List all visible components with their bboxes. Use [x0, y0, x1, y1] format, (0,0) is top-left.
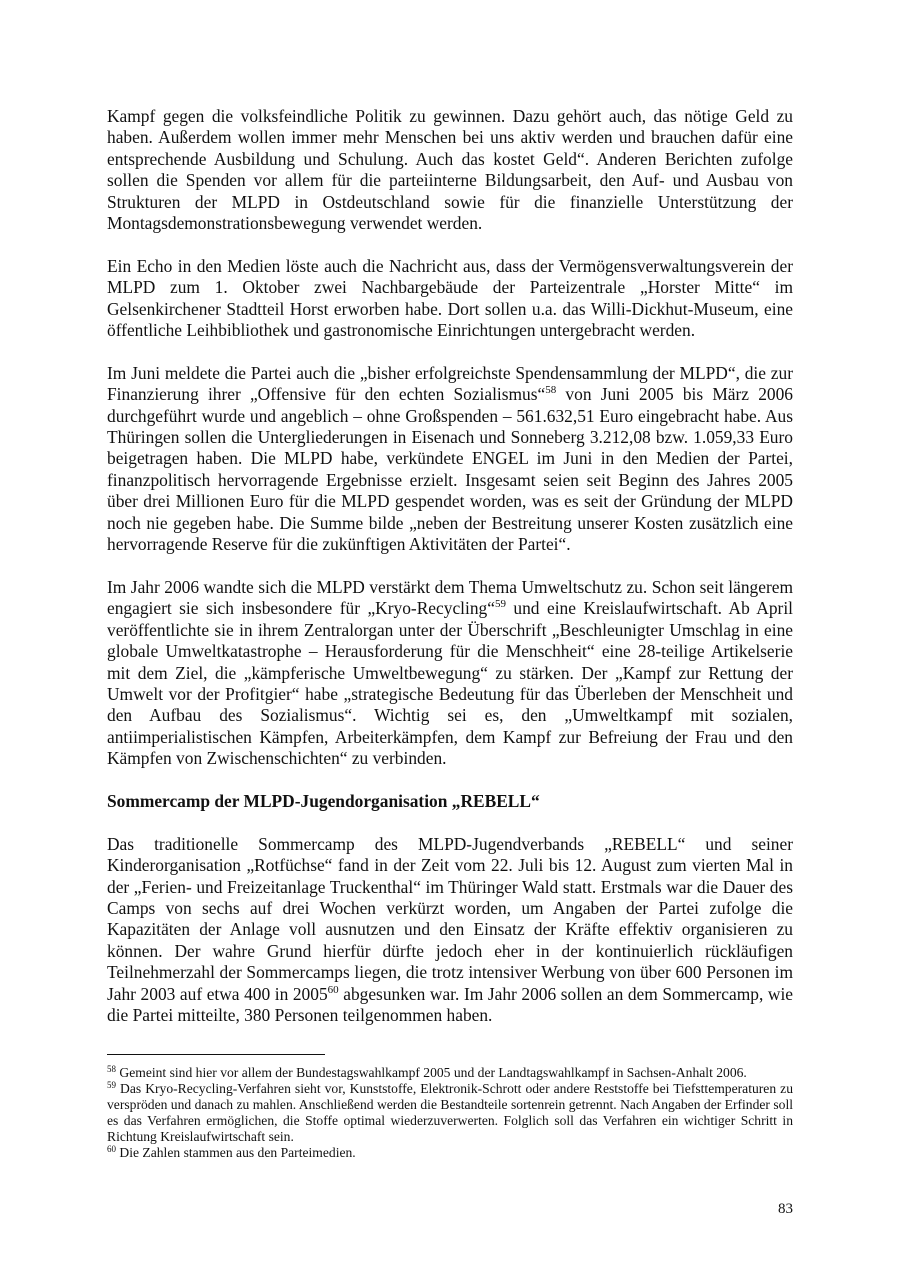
paragraph-2: [107, 256, 793, 342]
paragraph-5-text-b: abgesunken war. Im Jahr 2006 sollen an dem Sommercamp, wie die Partei mitteilte, 380 Personen teilgenommen haben.: [107, 983, 793, 1025]
footnote-60-text: Die Zahlen stammen aus den Parteimedien.: [116, 1145, 356, 1160]
paragraph-5-text-a: Das traditionelle Sommercamp des MLPD-Jugendverbands „REBELL“ und seiner Kinderorganisation „Rotfüchse“ fand in der Zeit vom 22. Juli bis 12. August zum vierten Mal in der „Ferien- und Freizeitanlage Truckenthal“ im Thüringer Wald statt. Erstmals war die Dauer des Camps von sechs auf drei Wochen verkürzt worden, um Angaben der Partei zufolge die Kapazitäten der Anlage voll ausnutzen und den Einsatz der Kräfte effektiv organisieren zu können. Der wahre Grund hierfür dürfte jedoch eher in der kontinuierlich rückläufigen Teilnehmerzahl der Sommercamps liegen, die trotz intensiver Werbung von über 600 Personen im Jahr 2003 auf etwa 400 in 2005: [107, 833, 793, 1004]
footnote-ref-60[interactable]: 60: [327, 983, 339, 996]
page-number: 83: [778, 1201, 793, 1217]
section-heading: Sommercamp der MLPD-Jugendorganisation „REBELL“: [107, 790, 540, 811]
footnote-58-number: 58: [107, 1064, 116, 1074]
footnotes: [107, 1054, 793, 1161]
paragraph-4-text-a: Im Jahr 2006 wandte sich die MLPD verstärkt dem Thema Umweltschutz zu. Schon seit längerem engagiert sie sich insbesondere für „Kryo-Recycling“: [107, 576, 793, 619]
paragraph-1-text: Kampf gegen die volksfeindliche Politik zu gewinnen. Dazu gehört auch, das nötige Geld zu haben. Außerdem wollen immer mehr Menschen bei uns aktiv werden und brauchen dafür eine entsprechende Ausbildung und Schulung. Auch das kostet Geld“. Anderen Berichten zufolge sollen die Spenden vor allem für die parteiinterne Bildungsarbeit, den Auf- und Ausbau von Strukturen der MLPD in Ostdeutschland sowie für die finanzielle Unterstützung der Montagsdemonstrationsbewegung verwendet werden.: [107, 106, 793, 234]
footnote-ref-58[interactable]: 58: [545, 384, 557, 397]
footnote-59-text: Das Kryo-Recycling-Verfahren sieht vor, Kunststoffe, Elektronik-Schrott oder andere Reststoffe bei Tiefsttemperaturen zu verspröden und danach zu mahlen. Anschließend werden die Bestandteile sortenrein getrennt. Nach Angaben der Erfinder soll es das Verfahren ermöglichen, die Stoffe optimal wiederzuverwerten. Folglich soll das Verfahren ein wichtiger Schritt in Richtung Kreislaufwirtschaft sein.: [107, 1081, 793, 1144]
footnote-59: [107, 1081, 793, 1145]
footnote-separator: [107, 1054, 325, 1055]
footnote-ref-59[interactable]: 59: [494, 598, 506, 611]
paragraph-4: [107, 577, 793, 770]
footnote-60-number: 60: [107, 1144, 116, 1154]
paragraph-4-text-b: und eine Kreislaufwirtschaft. Ab April veröffentlichte sie in ihrem Zentralorgan unter der Überschrift „Beschleunigter Umschlag in eine globale Umweltkatastrophe – Herausforderung für die Menschheit“ eine 28-teilige Artikelserie mit dem Ziel, die „kämpferische Umweltbewegung“ zu stärken. Der „Kampf zur Rettung der Umwelt vor der Profitgier“ habe „strategische Bedeutung für das Überleben der Menschheit und den Aufbau des Sozialismus“. Wichtig sei es, den „Umweltkampf mit sozialen, antiimperialistischen Kämpfen, Arbeiterkämpfen, dem Kampf zur Befreiung der Frau und den Kämpfen von Zwischenschichten“ zu verbinden.: [107, 598, 793, 769]
paragraph-1: [107, 106, 793, 234]
paragraph-3-text-b: von Juni 2005 bis März 2006 durchgeführt wurde und angeblich – ohne Großspenden – 561.632,51 Euro eingebracht habe. Aus Thüringen sollen die Untergliederungen in Eisenach und Sonneberg 3.212,08 bzw. 1.059,33 Euro beigetragen haben. Die MLPD habe, verkündete ENGEL im Juni in den Medien der Partei, finanzpolitisch hervorragende Ergebnisse erzielt. Insgesamt seien seit Beginn des Jahres 2005 über drei Millionen Euro für die MLPD gespendet worden, was es seit der Gründung der MLPD noch nie gegeben habe. Die Summe bilde „neben der Bestreitung unserer Kosten zusätzlich eine hervorragende Reserve für die zukünftigen Aktivitäten der Partei“.: [107, 384, 793, 555]
body-text: [107, 106, 793, 1048]
footnote-60: [107, 1145, 793, 1161]
paragraph-2-text: Ein Echo in den Medien löste auch die Nachricht aus, dass der Vermögensverwaltungsverein der MLPD zum 1. Oktober zwei Nachbargebäude der Parteizentrale „Horster Mitte“ im Gelsenkirchener Stadtteil Horst erworben habe. Dort sollen u.a. das Willi-Dickhut-Museum, eine öffentliche Leihbibliothek und gastronomische Einrichtungen untergebracht werden.: [107, 255, 793, 341]
footnote-58-text: Gemeint sind hier vor allem der Bundestagswahlkampf 2005 und der Landtagswahlkampf in Sachsen-Anhalt 2006.: [116, 1065, 747, 1080]
footnote-58: [107, 1065, 793, 1081]
paragraph-5: [107, 834, 793, 1027]
paragraph-3-text-a: Im Juni meldete die Partei auch die „bisher erfolgreichste Spendensammlung der MLPD“, die zur Finanzierung ihrer „Offensive für den echten Sozialismus“: [107, 362, 793, 405]
footnote-59-number: 59: [107, 1080, 116, 1090]
paragraph-3: [107, 363, 793, 556]
